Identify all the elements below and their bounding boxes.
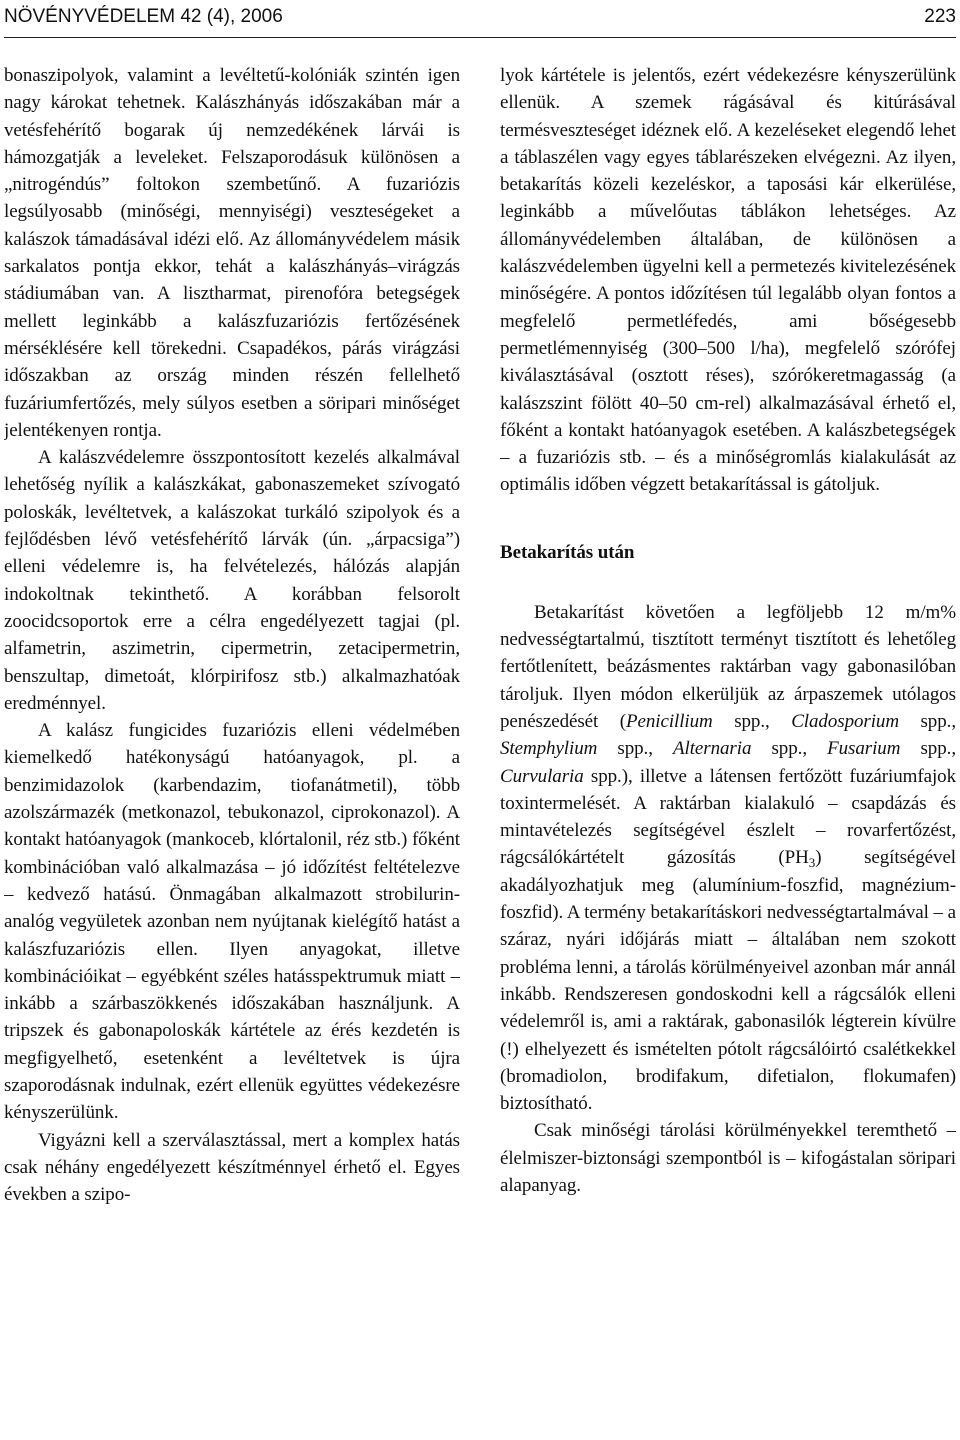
genus-name: Fusarium — [827, 738, 901, 760]
paragraph: bonaszipolyok, valamint a levéltetű-kolóniák szintén igen nagy károkat tehetnek. Kalászhányás időszakában már a vetésfehérítő bogarak új nemzedékének lárvái is hámozgatják a leveleket. Felszaporodásuk különösen a „nitrogéndús” foltokon szembetűnő. A fuzariózis legsúlyosabb (minőségi, mennyiségi) veszteségeket a kalászok támadásával idézi elő. Az állományvédelem másik sarkalatos pontja ekkor, tehát a kalászhányás–virágzás stádiumában van. A lisztharmat, pirenofóra betegségek mellett leginkább a kalászfuzariózis fertőzésének mérséklésére kell törekedni. Csapadékos, párás virágzási időszakban az ország minden részén fellelhető fuzáriumfertőzés, mely súlyos esetben a söripari minőséget jelentékenyen rontja. — [4, 65, 460, 441]
journal-citation: NÖVÉNYVÉDELEM 42 (4), 2006 — [4, 6, 283, 27]
paragraph: A kalász fungicides fuzariózis elleni védelmében kiemelkedő hatékonyságú hatóanyagok, pl. a benzimidazolok (karbendazim, tiofanátmetil), több azolszármazék (metkonazol, tebukonazol, ciprokonazol). A kontakt hatóanyagok (mankoceb, klórtalonil, réz stb.) főként kombinációban való alkalmazása – jó időzítést feltételezve – kedvező hatású. Önmagában alkalmazott strobilurin-analóg vegyületek azonban nem nyújtanak kielégítő hatást a kalászfuzariózis ellen. Ilyen anyagokat, illetve kombinációikat – egyébként széles hatásspektrumuk miatt – inkább a szárbaszökkenés időszakában használjunk. A tripszek és gabonapoloskák kártétele az érés kezdetén is megfigyelhető, esetenként a levéltetvek is újra szaporodásnak indulnak, ezért ellenük együttes védekezésre kényszerülünk. — [4, 720, 460, 1124]
text-run: ) segítségével akadályozhatjuk meg (alumínium-foszfid, magnézium-foszfid). A termény betakarításkori nedvességtartalmával – a száraz, nyári időjárás miatt – általában nem szokott probléma lenni, a tárolás körülményeivel azonban már annál inkább. Rendszeresen gondoskodni kell a rágcsálók elleni védelemről is, ami a raktárak, gabonasilók légterein kívülre (!) elhelyezett és ismételten pótolt rágcsálóirtó csalétkekkel (bromadiolon, brodifakum, difetialon, flokumafen) biztosítható. — [500, 847, 956, 1115]
text-run: spp., — [751, 738, 828, 760]
genus-name: Alternaria — [673, 738, 752, 760]
text-run: spp., — [597, 738, 673, 760]
paragraph: lyok kártétele is jelentős, ezért védekezésre kényszerülünk ellenük. A szemek rágásával és kitúrásával termésveszteséget idéznek elő. A kezeléseket elegendő lehet a táblaszélen vagy egyes táblarészeken elvégezni. Az ilyen, betakarítás közeli kezeléskor, a taposási kár elkerülése, leginkább a művelőutas táblákon lehetséges. Az állományvédelemben általában, de különösen a kalászvédelemben ügyelni kell a permetezés kivitelezésének minőségére. A pontos időzítésen túl legalább olyan fontos a megfelelő permetléfedés, ami bőségesebb permetlémennyiség (300–500 l/ha), megfelelő szórófej kiválasztásával (osztott réses), szórókeretmagasság (a kalászszint fölött 40–50 cm-rel) alkalmazásával érhető el, főként a kontakt hatóanyagok esetében. A kalászbetegségek – a fuzariózis stb. – és a minőségromlás kialakulását az optimális időben végzett betakarítással is gátoljuk. — [500, 65, 956, 496]
genus-name: Curvularia — [500, 765, 584, 787]
left-column — [4, 62, 460, 1440]
genus-name: Stemphylium — [500, 738, 598, 760]
page-number: 223 — [924, 6, 956, 27]
section-heading: Betakarítás után — [500, 541, 635, 563]
paragraph: Csak minőségi tárolási körülményekkel teremthető – élelmiszer-biztonsági szempontból is – kifogástalan söripari alapanyag. — [500, 1120, 956, 1196]
text-run: spp.), illetve a látensen fertőzött fuzáriumfajok toxintermelését. A raktárban kialakuló – csapdázás és mintavételezés segítségével észlelt – rovarfertőzést, rágcsálókártételt gázosítás (PH — [500, 765, 956, 869]
right-column — [500, 62, 956, 1440]
header-rule — [4, 37, 956, 38]
text-run: spp., — [712, 710, 792, 732]
text-run: spp., — [898, 710, 956, 732]
paragraph: A kalászvédelemre összpontosított kezelés alkalmával lehetőség nyílik a kalászkákat, gabonaszemeket szívogató poloskák, levéltetvek, a kalászokat turkáló szipolyok és a fejlődésben lévő vetésfehérítő lárvák (ún. „árpacsiga”) elleni védelemre is, ha felvételezés, hálózás alapján indokoltnak tekinthető. A korábban felsorolt zoocidcsoportok erre a célra engedélyezett tagjai (pl. alfametrin, aszimetrin, cipermetrin, zetacipermetrin, benszultap, dimetoát, klórpirifosz stb.) alkalmazhatóak eredménnyel. — [4, 447, 460, 714]
paragraph: Vigyázni kell a szerválasztással, mert a komplex hatás csak néhány engedélyezett készítménnyel érhető el. Egyes években a szipo- — [4, 1129, 460, 1206]
text-run: spp., — [900, 738, 956, 760]
running-header — [4, 4, 956, 30]
paragraph — [500, 599, 956, 1118]
formula-subscript: 3 — [808, 855, 816, 871]
genus-name: Cladosporium — [791, 710, 899, 732]
text-run: Betakarítást követően a legföljebb 12 m/m% nedvességtartalmú, tisztított terményt tisztított és lehetőleg fertőtlenített, beázásmentes raktárban vagy gabonasilóban tároljuk. Ilyen módon elkerüljük az árpaszemek utólagos penészedését ( — [500, 601, 956, 732]
genus-name: Penicillium — [625, 710, 713, 732]
